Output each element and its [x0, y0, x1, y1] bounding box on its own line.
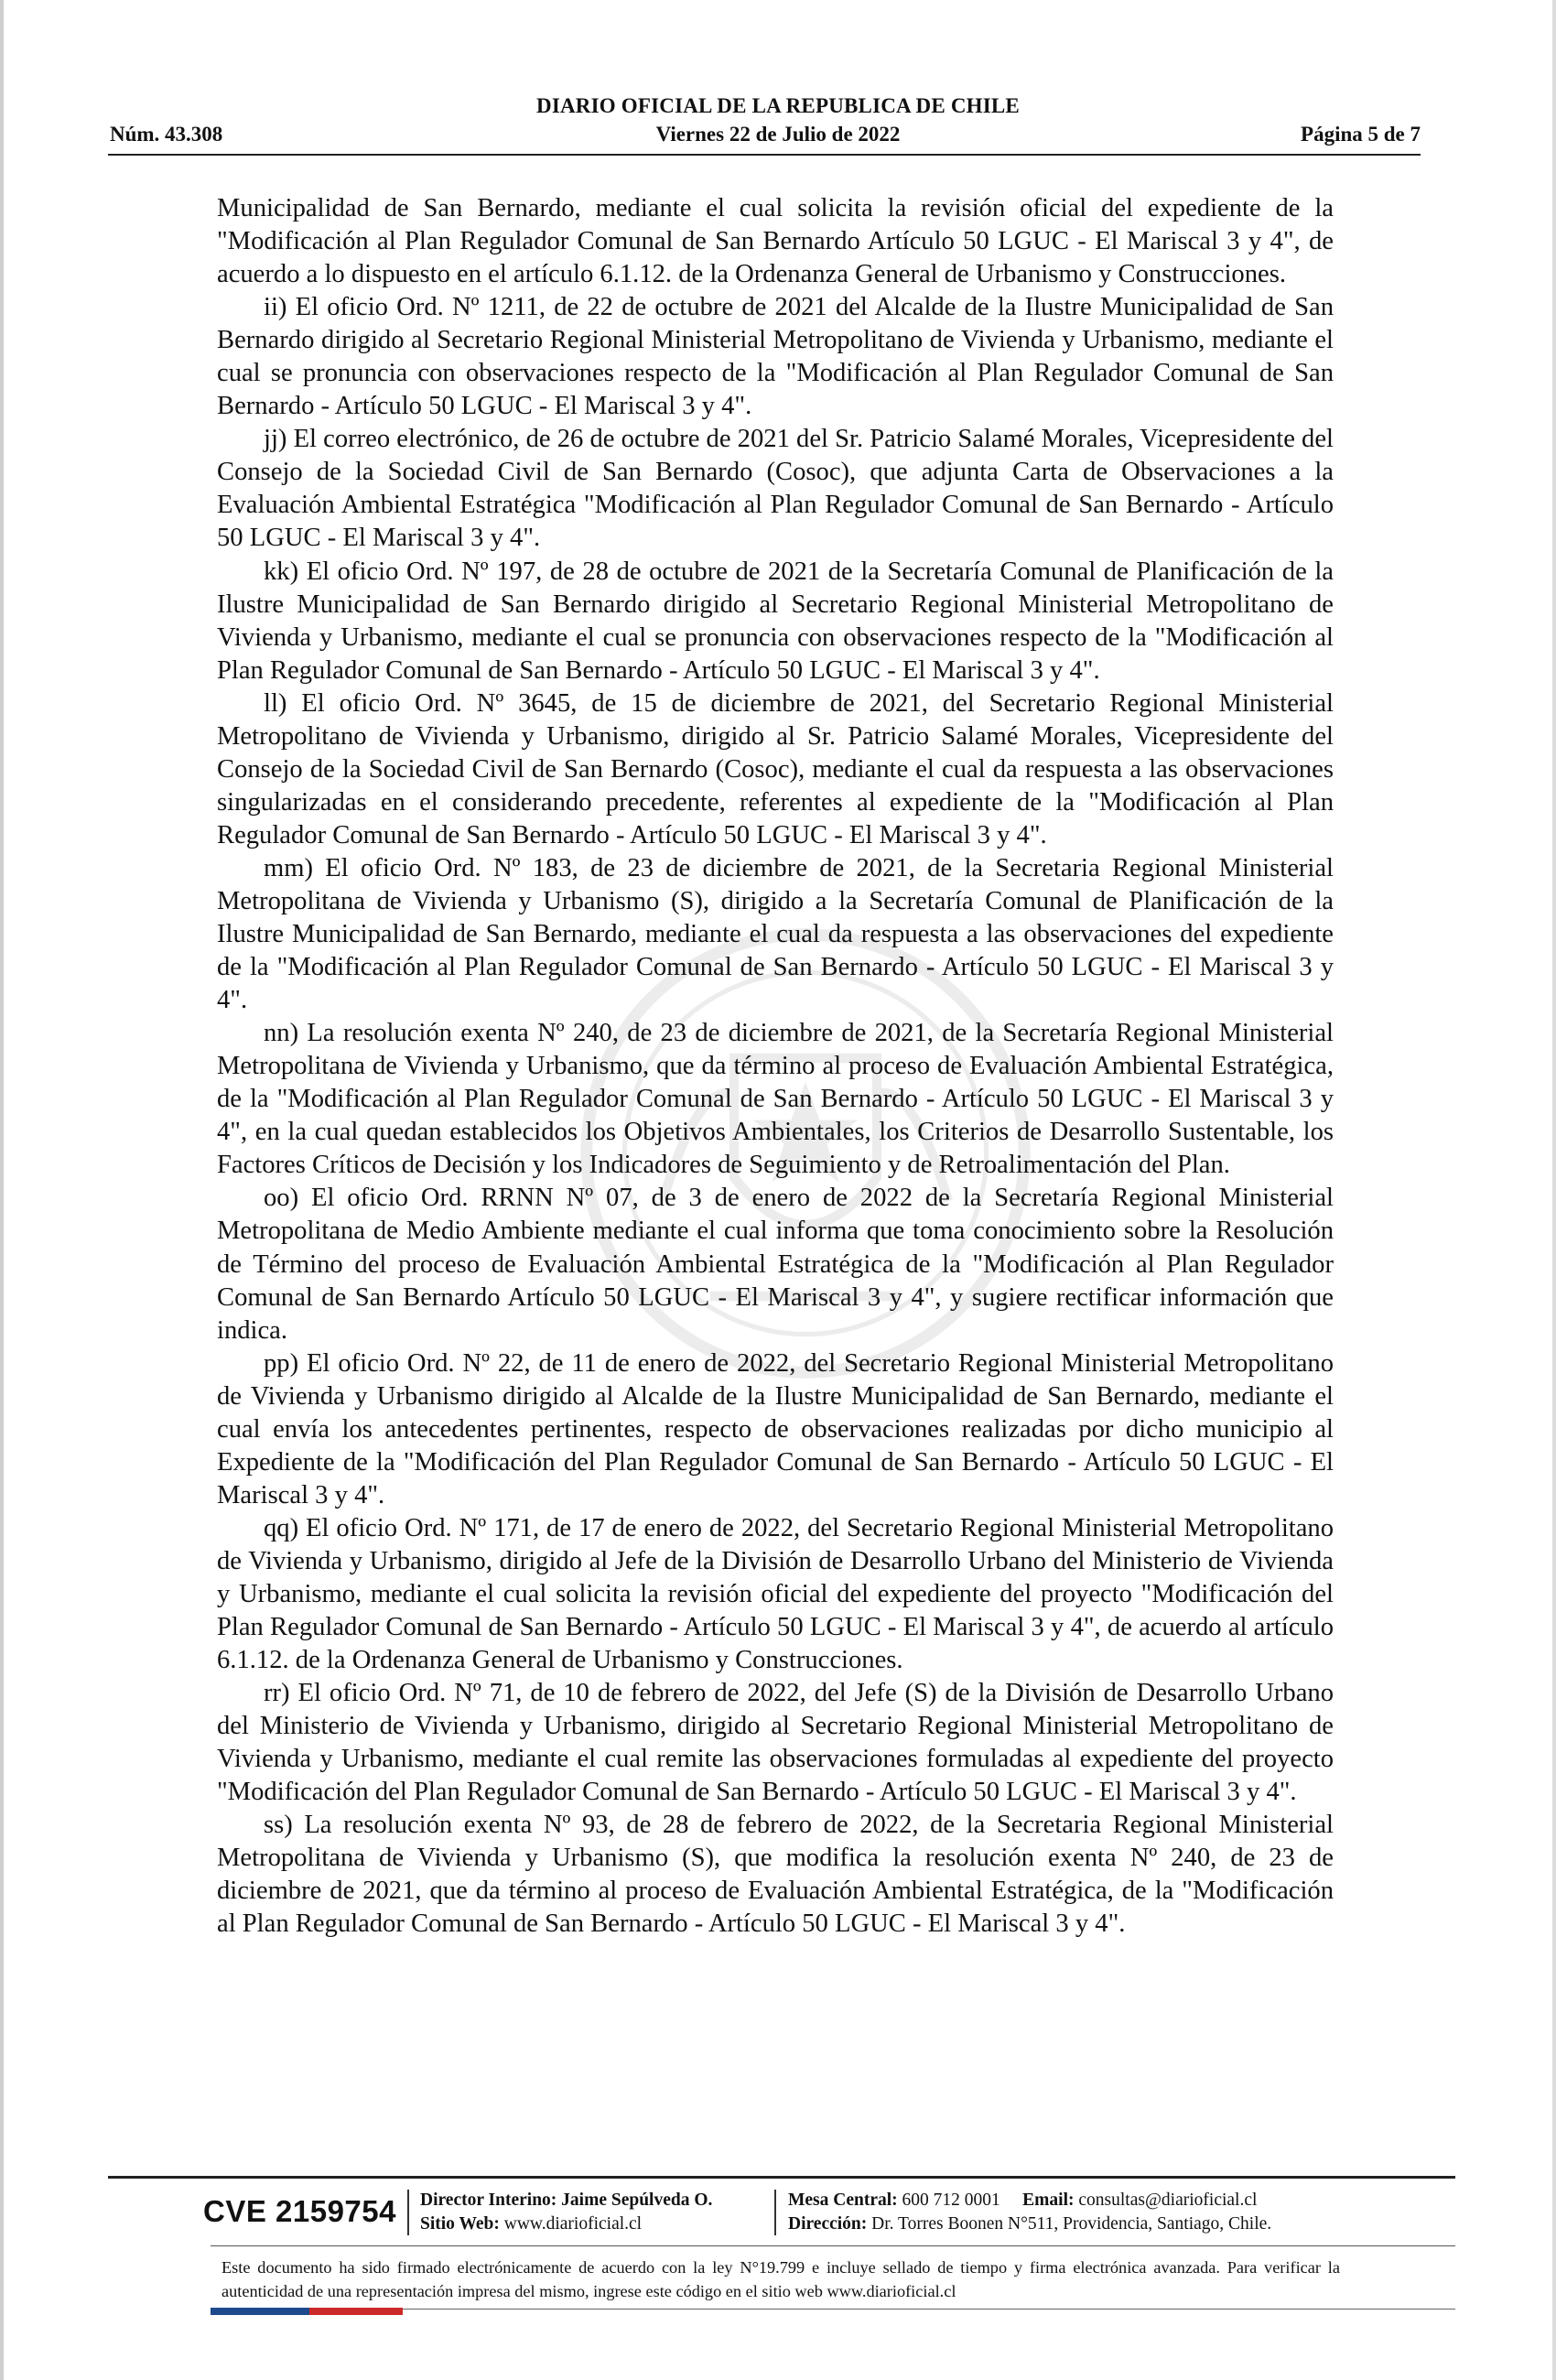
flag-stripe-red	[309, 2308, 403, 2315]
paragraph-ii: ii) El oficio Ord. Nº 1211, de 22 de octubre de 2021 del Alcalde de la Ilustre Municipalidad de San Bernardo dirigido al Secretario Regional Ministerial Metropolitano de Vivienda y Urbanismo, mediante el cual se pronuncia con observaciones respecto de la "Modificación al Plan Regulador Comunal de San Bernardo - Artículo 50 LGUC - El Mariscal 3 y 4".	[217, 293, 1334, 421]
header-divider	[108, 154, 1421, 156]
paragraph-mm: mm) El oficio Ord. Nº 183, de 23 de diciembre de 2021, de la Secretaria Regional Ministerial Metropolitana de Vivienda y Urbanismo (S), dirigido a la Secretaría Comunal de Planificación de la Ilustre Municipalidad de San Bernardo, mediante el cual da respuesta a las observaciones del expediente de la "Modificación al Plan Regulador Comunal de San Bernardo - Artículo 50 LGUC - El Mariscal 3 y 4".	[217, 853, 1334, 1015]
page-number: Página 5 de 7	[1301, 123, 1421, 146]
issue-number: Núm. 43.308	[110, 123, 223, 146]
footer-note-divider	[211, 2245, 1455, 2246]
signature-note: Este documento ha sido firmado electrónicamente de acuerdo con la ley N°19.799 e incluye sellado de tiempo y firma electrónica avanzada. Para verificar la autenticidad de una representación impresa del mismo, ingrese este código en el sitio web www.diarioficial.cl	[222, 2258, 1340, 2300]
paragraph-nn: nn) La resolución exenta Nº 240, de 23 de diciembre de 2021, de la Secretaría Regional Ministerial Metropolitana de Vivienda y Urbanismo, que da término al proceso de Evaluación Ambiental Estratégica, de la "Modificación al Plan Regulador Comunal de San Bernardo - Artículo 50 LGUC - El Mariscal 3 y 4", en la cual quedan establecidos los Objetivos Ambientales, los Criterios de Desarrollo Sustentable, los Factores Críticos de Decisión y los Indicadores de Seguimiento y de Retroalimentación del Plan.	[217, 1019, 1334, 1180]
paragraph-jj: jj) El correo electrónico, de 26 de octubre de 2021 del Sr. Patricio Salamé Morales, Vicepresidente del Consejo de la Sociedad Civil de San Bernardo (Cosoc), que adjunta Carta de Observaciones a la Evaluación Ambiental Estratégica "Modificación al Plan Regulador Comunal de San Bernardo - Artículo 50 LGUC - El Mariscal 3 y 4".	[217, 425, 1334, 553]
paragraph-rr: rr) El oficio Ord. Nº 71, de 10 de febrero de 2022, del Jefe (S) de la División de Desarrollo Urbano del Ministerio de Vivienda y Urbanismo, dirigido al Secretario Regional Ministerial Metropolitano de Vivienda y Urbanismo, mediante el cual remite las observaciones formuladas al expediente del proyecto "Modificación del Plan Regulador Comunal de San Bernardo - Artículo 50 LGUC - El Mariscal 3 y 4".	[217, 1679, 1334, 1807]
website-link[interactable]: www.diarioficial.cl	[503, 2214, 643, 2234]
address-value: Dr. Torres Boonen N°511, Providencia, Santiago, Chile.	[871, 2214, 1272, 2234]
paragraph-kk: kk) El oficio Ord. Nº 197, de 28 de octubre de 2021 de la Secretaría Comunal de Planificación de la Ilustre Municipalidad de San Bernardo dirigido al Secretario Regional Ministerial Metropolitano de Vivienda y Urbanismo, mediante el cual se pronuncia con observaciones respecto de la "Modificación al Plan Regulador Comunal de San Bernardo - Artículo 50 LGUC - El Mariscal 3 y 4".	[217, 557, 1334, 685]
footer-divider	[108, 2176, 1455, 2179]
paragraph-oo: oo) El oficio Ord. RRNN Nº 07, de 3 de enero de 2022 de la Secretaría Regional Ministerial Metropolitana de Medio Ambiente mediante el cual informa que toma conocimiento sobre la Resolución de Término del proceso de Evaluación Ambiental Estratégica de la "Modificación al Plan Regulador Comunal de San Bernardo Artículo 50 LGUC - El Mariscal 3 y 4", y sugiere rectificar información que indica.	[217, 1184, 1334, 1345]
paragraph-pp: pp) El oficio Ord. Nº 22, de 11 de enero de 2022, del Secretario Regional Ministerial Metropolitano de Vivienda y Urbanismo dirigido al Alcalde de la Ilustre Municipalidad de San Bernardo, mediante el cual envía los antecedentes pertinentes, respecto de observaciones realizadas por dicho municipio al Expediente de la "Modificación del Plan Regulador Comunal de San Bernardo - Artículo 50 LGUC - El Mariscal 3 y 4".	[217, 1348, 1334, 1509]
footer-director-block	[420, 2189, 712, 2236]
footer-separator	[774, 2190, 776, 2235]
phone-value: 600 712 0001	[902, 2191, 1000, 2210]
footer-separator	[407, 2190, 409, 2235]
director-name: Jaime Sepúlveda O.	[561, 2191, 713, 2210]
paragraph-ll: ll) El oficio Ord. Nº 3645, de 15 de diciembre de 2021, del Secretario Regional Ministerial Metropolitano de Vivienda y Urbanismo, dirigido al Sr. Patricio Salamé Morales, Vicepresidente del Consejo de la Sociedad Civil de San Bernardo (Cosoc), mediante el cual da respuesta a las observaciones singularizadas en el considerando precedente, referentes al expediente de la "Modificación al Plan Regulador Comunal de San Bernardo - Artículo 50 LGUC - El Mariscal 3 y 4".	[217, 688, 1334, 849]
document-body	[217, 192, 1334, 1941]
paragraph-qq: qq) El oficio Ord. Nº 171, de 17 de enero de 2022, del Secretario Regional Ministerial Metropolitano de Vivienda y Urbanismo, dirigido al Jefe de la División de Desarrollo Urbano del Ministerio de Vivienda y Urbanismo, mediante el cual solicita la revisión oficial del expediente del proyecto "Modificación del Plan Regulador Comunal de San Bernardo - Artículo 50 LGUC - El Mariscal 3 y 4", de acuerdo al artículo 6.1.12. de la Ordenanza General de Urbanismo y Construcciones.	[217, 1513, 1334, 1675]
email-label: Email:	[1022, 2191, 1075, 2210]
website-label: Sitio Web:	[420, 2214, 500, 2234]
director-label: Director Interino:	[420, 2191, 557, 2210]
flag-stripe-blue	[211, 2308, 309, 2315]
phone-label: Mesa Central:	[788, 2191, 898, 2210]
paragraph-ss: ss) La resolución exenta Nº 93, de 28 de febrero de 2022, de la Secretaria Regional Ministerial Metropolitana de Vivienda y Urbanismo (S), que modifica la resolución exenta Nº 240, de 23 de diciembre de 2021, que da término al proceso de Evaluación Ambiental Estratégica, de la "Modificación al Plan Regulador Comunal de San Bernardo - Artículo 50 LGUC - El Mariscal 3 y 4".	[217, 1811, 1334, 1939]
issue-date: Viernes 22 de Julio de 2022	[655, 123, 901, 146]
cve-code: CVE 2159754	[203, 2194, 396, 2228]
paragraph-continuation: Municipalidad de San Bernardo, mediante el cual solicita la revisión oficial del expediente de la "Modificación al Plan Regulador Comunal de San Bernardo Artículo 50 LGUC - El Mariscal 3 y 4", de acuerdo a lo dispuesto en el artículo 6.1.12. de la Ordenanza General de Urbanismo y Construcciones.	[217, 194, 1334, 289]
email-link[interactable]: consultas@diarioficial.cl	[1078, 2191, 1258, 2210]
address-label: Dirección:	[788, 2214, 868, 2234]
newspaper-title: DIARIO OFICIAL DE LA REPUBLICA DE CHILE	[536, 94, 1020, 117]
footer-contact-block	[788, 2189, 1271, 2236]
